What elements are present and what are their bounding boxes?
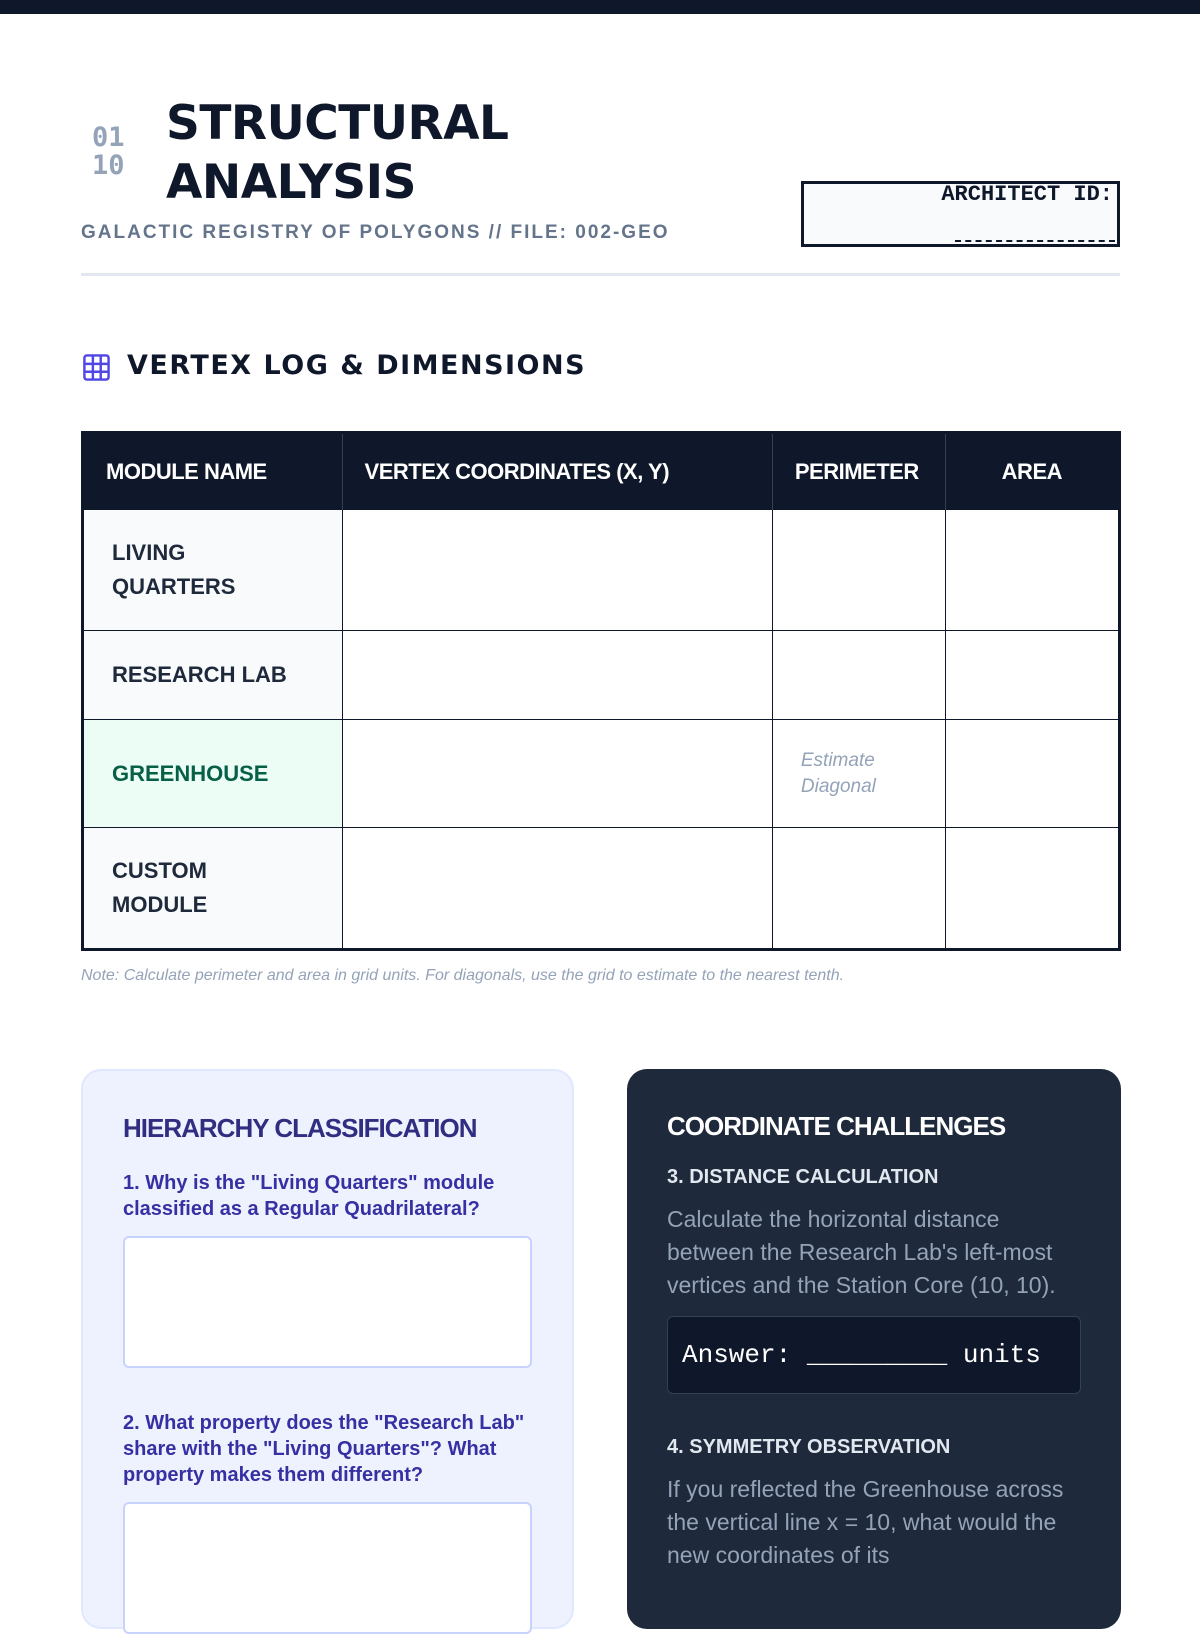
coords-cell[interactable] <box>342 720 772 828</box>
table-row <box>83 631 1120 720</box>
binary-badge <box>92 124 125 180</box>
table-icon <box>82 353 111 382</box>
perimeter-cell[interactable] <box>772 720 945 828</box>
architect-id-field[interactable] <box>801 181 1120 247</box>
title-line2: ANALYSIS <box>166 155 416 210</box>
coords-cell[interactable] <box>342 631 772 720</box>
module-name: RESEARCH LAB <box>83 631 343 720</box>
module-name: GREENHOUSE <box>83 720 343 828</box>
binary-bottom: 10 <box>92 150 125 181</box>
question-3-title: 3. DISTANCE CALCULATION <box>667 1166 939 1188</box>
col-module-name: MODULE NAME <box>83 433 343 510</box>
area-cell[interactable] <box>945 631 1119 720</box>
module-name <box>83 510 343 631</box>
module-name-text: LIVING QUARTERS <box>112 540 236 599</box>
top-bar <box>0 0 1200 14</box>
module-name-text: CUSTOM MODULE <box>112 858 208 917</box>
table-header <box>83 433 1120 510</box>
divider <box>81 273 1120 276</box>
col-area: AREA <box>945 433 1119 510</box>
vertex-table <box>81 431 1121 951</box>
table-row <box>83 510 1120 631</box>
perimeter-hint: Estimate Diagonal <box>800 749 876 797</box>
architect-id-label: ARCHITECT ID: <box>941 182 1113 207</box>
challenges-title: COORDINATE CHALLENGES <box>667 1111 1006 1141</box>
answer-1-input[interactable] <box>123 1236 532 1368</box>
module-name <box>83 828 343 950</box>
architect-id-line <box>955 240 1115 242</box>
challenges-panel <box>627 1069 1121 1629</box>
coords-cell[interactable] <box>342 828 772 950</box>
col-vertex-coordinates: VERTEX COORDINATES (X, Y) <box>342 433 772 510</box>
question-3-text: Calculate the horizontal distance between the Research Lab's left-most vertices and the Station Core (10, 10). <box>667 1206 1056 1298</box>
table-row <box>83 720 1120 828</box>
perimeter-cell[interactable] <box>772 828 945 950</box>
hierarchy-title: HIERARCHY CLASSIFICATION <box>123 1113 477 1143</box>
area-cell[interactable] <box>945 828 1119 950</box>
page-title <box>166 94 509 212</box>
section-title: VERTEX LOG & DIMENSIONS <box>127 350 587 381</box>
answer-2-input[interactable] <box>123 1502 532 1634</box>
question-4-title: 4. SYMMETRY OBSERVATION <box>667 1436 951 1458</box>
area-cell[interactable] <box>945 720 1119 828</box>
table-note: Note: Calculate perimeter and area in grid units. For diagonals, use the grid to estimate to the nearest tenth. <box>81 967 845 984</box>
question-4-text: If you reflected the Greenhouse across the vertical line x = 10, what would the new coordinates of its <box>667 1476 1064 1568</box>
answer-3-input[interactable]: Answer: _________ units <box>667 1316 1081 1394</box>
question-2: 2. What property does the "Research Lab" share with the "Living Quarters"? What property makes them different? <box>123 1412 525 1486</box>
perimeter-cell[interactable] <box>772 510 945 631</box>
question-1: 1. Why is the "Living Quarters" module classified as a Regular Quadrilateral? <box>123 1172 495 1220</box>
area-cell[interactable] <box>945 510 1119 631</box>
binary-top: 01 <box>92 122 125 153</box>
hierarchy-panel <box>81 1069 574 1629</box>
page-subtitle: GALACTIC REGISTRY OF POLYGONS // FILE: 002-GEO <box>81 222 670 243</box>
perimeter-cell[interactable] <box>772 631 945 720</box>
title-line1: STRUCTURAL <box>166 96 509 151</box>
table-row <box>83 828 1120 950</box>
coords-cell[interactable] <box>342 510 772 631</box>
col-perimeter: PERIMETER <box>772 433 945 510</box>
